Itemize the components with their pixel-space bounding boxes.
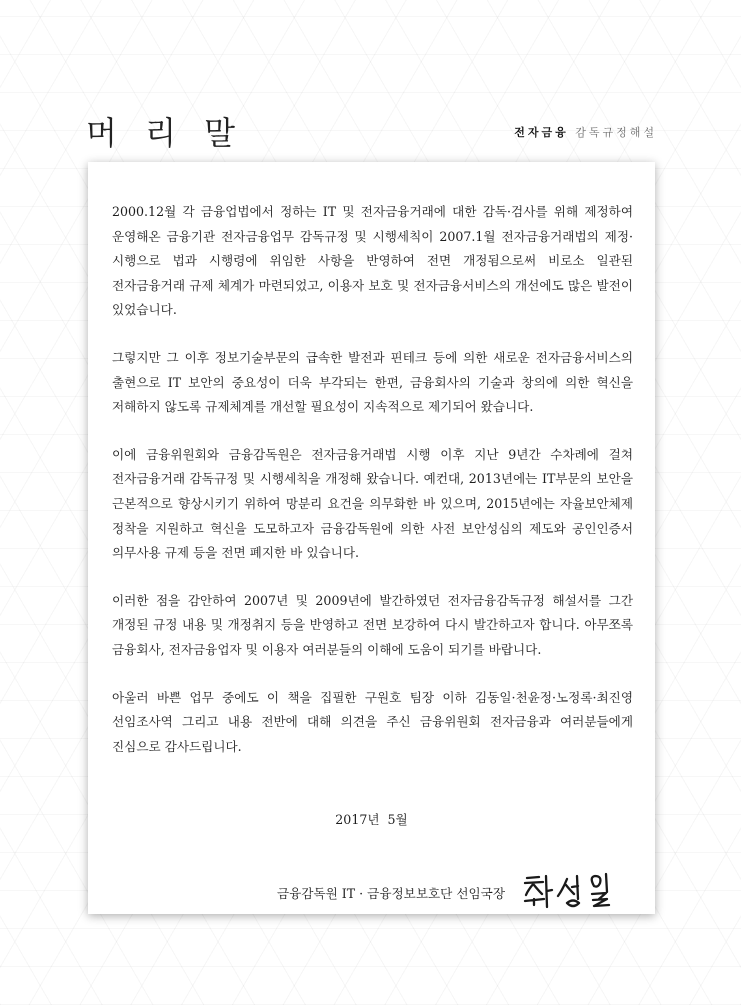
preface-date: 2017년 5월 bbox=[335, 812, 408, 827]
signatory-title: 금융감독원 IT · 금융정보보호단 선임국장 bbox=[276, 885, 505, 901]
preface-paragraph-4: 이러한 점을 감안하여 2007년 및 2009년에 발간하였던 전자금융감독규정 해설서를 그간 개정된 규정 내용 및 개정취지 등을 반영하고 전면 보강하여 다시 발간하고자 합니다. 아무쪼록 금융회사, 전자금융업자 및 이용자 여러분들의 이해에 도움이 되기를 바랍니다. bbox=[112, 592, 633, 657]
preface-body bbox=[112, 200, 633, 759]
preface-paragraph-5: 아울러 바쁜 업무 중에도 이 책을 집필한 구원호 팀장 이하 김동일·천윤정·노정록·최진영 선임조사역 그리고 내용 전반에 대해 의견을 주신 금융위원회 전자금융과 여러분들에게 진심으로 감사드립니다. bbox=[112, 689, 633, 754]
preface-paragraph-2: 그렇지만 그 이후 정보기술부문의 급속한 발전과 핀테크 등에 의한 새로운 전자금융서비스의 출현으로 IT 보안의 중요성이 더욱 부각되는 한편, 금융회사의 기술과 창의에 의한 혁신을 저해하지 않도록 규제체계를 개선할 필요성이 지속적으로 제기되어 왔습니다. bbox=[112, 349, 633, 415]
handwritten-signature bbox=[521, 870, 627, 914]
book-subtitle bbox=[514, 124, 657, 140]
page-title: 머 리 말 bbox=[86, 114, 245, 152]
signature-line bbox=[277, 870, 627, 914]
preface-paper bbox=[88, 162, 655, 914]
book-subtitle-rest: 감독규정해설 bbox=[575, 126, 657, 139]
book-subtitle-bold: 전자금융 bbox=[514, 126, 569, 139]
signature-glyphs bbox=[521, 870, 627, 910]
preface-paragraph-3: 이에 금융위원회와 금융감독원은 전자금융거래법 시행 이후 지난 9년간 수차례에 걸쳐 전자금융거래 감독규정 및 시행세칙을 개정해 왔습니다. 예컨대, 2013년에는 IT부문의 보안을 근본적으로 향상시키기 위하여 망분리 요건을 의무화한 바 있으며, 2015년에는 자율보안체제 정착을 지원하고 혁신을 도모하고자 금융감독원에 의한 사전 보안성심의 제도와 공인인증서 의무사용 규제 등을 전면 폐지한 바 있습니다. bbox=[112, 446, 633, 561]
preface-paragraph-1: 2000.12월 각 금융업법에서 정하는 IT 및 전자금융거래에 대한 감독·검사를 위해 제정하여 운영해온 금융기관 전자금융업무 감독규정 및 시행세칙이 2007.1월 전자금융거래법의 제정·시행으로 법과 시행령에 위임한 사항을 반영하여 전면 개정됨으로써 비로소 일관된 전자금융거래 규제 체계가 마련되었고, 이용자 보호 및 전자금융서비스의 개선에도 많은 발전이 있었습니다. bbox=[112, 204, 633, 318]
